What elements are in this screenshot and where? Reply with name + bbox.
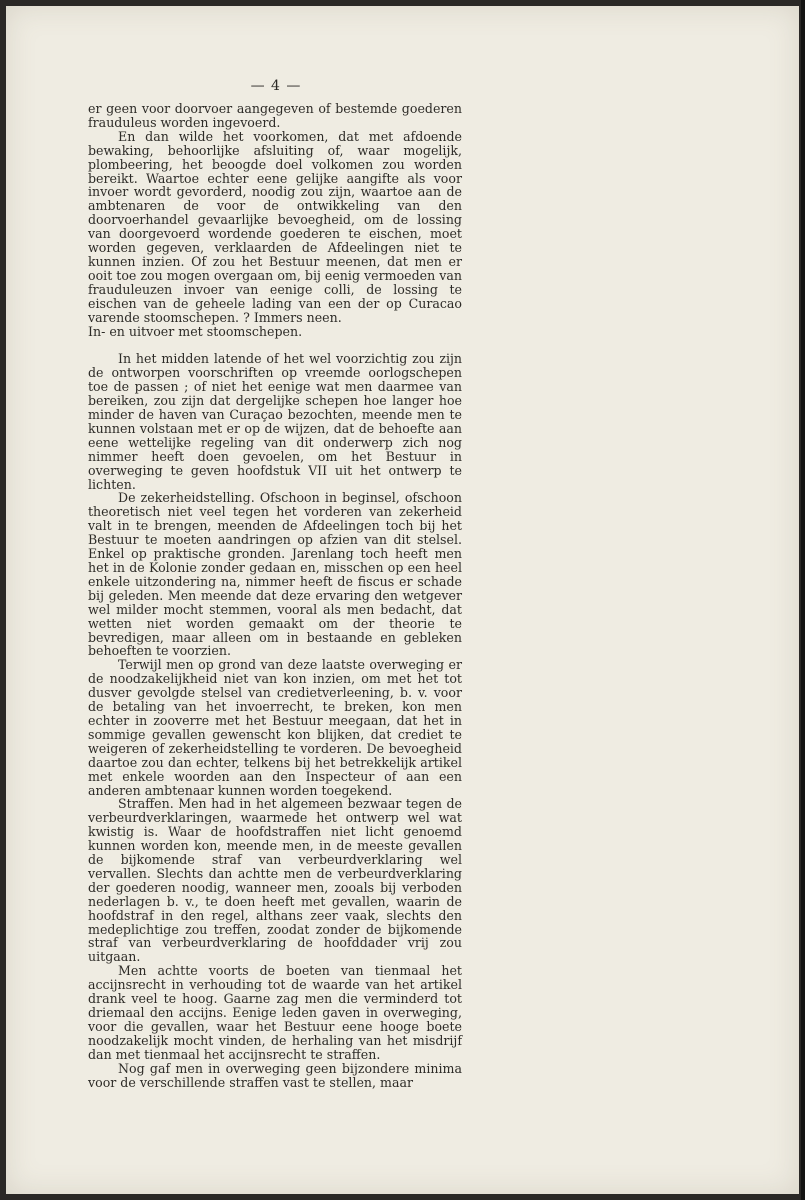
document-page xyxy=(6,6,799,1194)
page-number: — 4 — xyxy=(250,78,302,94)
paragraph-1: er geen voor doorvoer aangegeven of bestemde goederen frauduleus worden ingevoerd. xyxy=(88,101,462,130)
paragraph-zekerheidstelling: De zekerheidstelling. Ofschoon in beginsel, ofschoon theoretisch niet veel tegen het vorderen van zekerheid valt in te brengen, meenden de Afdeelingen toch bij het Bestuur te moeten aandringen op afzien van dit stelsel. Enkel op praktische gronden. Jarenlang toch heeft men het in de Kolonie zonder gedaan en, misschen op een heel enkele uitzondering na, nimmer heeft de fiscus er schade bij geleden. Men meende dat deze ervaring den wetgever wel milder mocht stemmen, vooral als men bedacht, dat wetten niet worden gemaakt om der theorie te bevredigen, maar alleen om in bestaande en gebleken behoeften te voorzien. xyxy=(88,490,462,659)
paragraph-3: In het midden latende of het wel voorzichtig zou zijn de ontworpen voorschriften op vreemde oorlogschepen toe de passen ; of niet het eenige wat men daarmee van bereiken, zou zijn dat dergelijke schepen hoe langer hoe minder de haven van Curaçao bezochten, meende men te kunnen volstaan met er op de wijzen, dat de behoefte aan eene wettelijke regeling van dit onderwerp zich nog nimmer heeft doen gevoelen, om het Bestuur in overweging te geven hoofdstuk VII uit het ontwerp te lichten. xyxy=(88,351,462,492)
paragraph-straffen: Straffen. Men had in het algemeen bezwaar tegen de verbeurdverklaringen, waarmede het ontwerp wel wat kwistig is. Waar de hoofdstraffen niet licht genoemd kunnen worden kon, meende men, in de meeste gevallen de bijkomende straf van verbeurdverklaring wel vervallen. Slechts dan achtte men de verbeurdverklaring der goederen noodig, wanneer men, zooals bij verboden nederlagen b. v., te doen heeft met gevallen, waarin de hoofdstraf in den regel, althans zeer vaak, slechts den medeplichtige zou treffen, zoodat zonder de bijkomende straf van verbeurdverklaring de hoofddader vrij zou uitgaan. xyxy=(88,796,462,965)
section-heading-stoomschepen: In- en uitvoer met stoomschepen. xyxy=(88,323,303,339)
scan-edge xyxy=(801,0,805,1200)
body-text xyxy=(88,102,462,1089)
paragraph-2: En dan wilde het voorkomen, dat met afdoende bewaking, behoorlijke afsluiting of, waar mogelijk, plombeering, het beoogde doel volkomen zou worden bereikt. Waartoe echter eene gelijke aangifte als voor invoer wordt gevorderd, noodig zou zijn, waartoe aan de ambtenaren de voor de ontwikkeling van den doorvoerhandel gevaarlijke bevoegheid, om de lossing van doorgevoerd wordende goederen te eischen, moet worden gegeven, verklaarden de Afdeelingen niet te kunnen inzien. Of zou het Bestuur meenen, dat men er ooit toe zou mogen overgaan om, bij eenig vermoeden van frauduleuzen invoer van eenige colli, de lossing te eischen van de geheele lading van een der op Curacao varende stoomschepen. ? Immers neen. xyxy=(88,128,462,325)
paragraph-8: Nog gaf men in overweging geen bijzondere minima voor de verschillende straffen vast te stellen, maar xyxy=(88,1060,462,1090)
paragraph-7: Men achtte voorts de boeten van tienmaal het accijnsrecht in verhouding tot de waarde van het artikel drank veel te hoog. Gaarne zag men die verminderd tot driemaal den accijns. Eenige leden gaven in overweging, voor die gevallen, waar het Bestuur eene hooge boete noodzakelijk mocht vinden, de herhaling van het misdrijf dan met tienmaal het accijnsrecht te straffen. xyxy=(88,963,462,1062)
paragraph-5: Terwijl men op grond van deze laatste overweging er de noodzakelijkheid niet van kon inzien, om met het tot dusver gevolgde stelsel van credietverleening, b. v. voor de betaling van het invoerrecht, te breken, kon men echter in zooverre met het Bestuur meegaan, dat het in sommige gevallen gewenscht kon blijken, dat crediet te weigeren of zekerheidstelling te vorderen. De bevoegheid daartoe zou dan echter, telkens bij het betrekkelijk artikel met enkele woorden aan den Inspecteur of aan een anderen ambtenaar kunnen worden toegekend. xyxy=(88,657,462,798)
